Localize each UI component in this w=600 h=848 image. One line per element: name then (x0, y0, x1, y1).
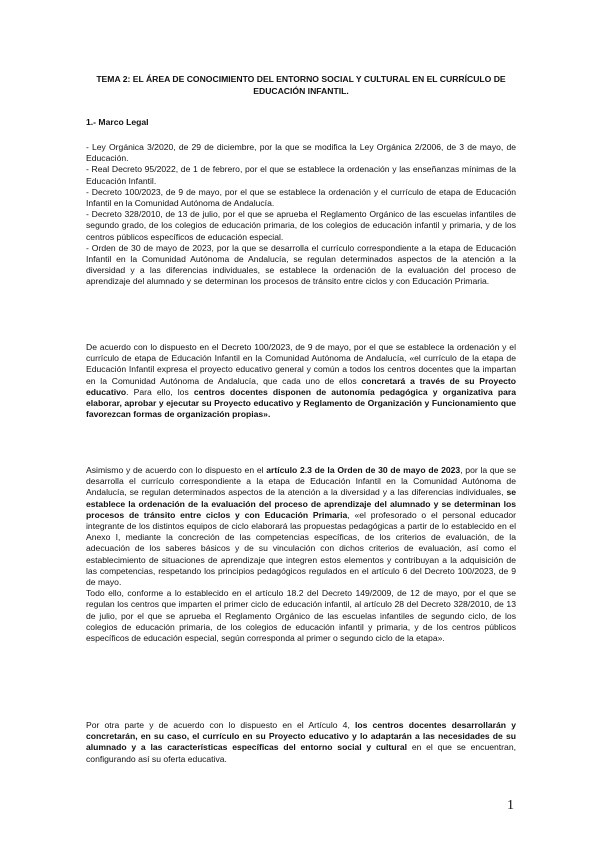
law-item: - Real Decreto 95/2022, de 1 de febrero, por el que se establece la ordenación y las enseñanzas mínimas de la Educación Infantil. (86, 164, 516, 186)
paragraph-articulo-4 (86, 720, 516, 765)
bold-run: concretará a través de su Proyecto educativo (86, 375, 516, 397)
paragraph-conforme: Todo ello, conforme a lo establecido en el artículo 18.2 del Decreto 149/2009, de 12 de mayo, por el que se regulan los centros que imparten el primer ciclo de educación infantil, al artículo 28 del Decreto 328/2010, de 13 de julio, por el que se aprueba el Reglamento Orgánico de las escuelas infantiles de segundo ciclo, de los colegios de educación primaria, de los colegios de educación infantil y primaria, y de los centros públicos específicos de educación especial, según corresponda al primer o segundo ciclo de la etapa». (86, 588, 516, 644)
text-run: en el que se encuentran, configurando así su oferta educativa. (86, 742, 516, 764)
text-run: , por la que se desarrolla el currículo correspondiente a la etapa de Educación Infantil en la Comunidad Autónoma de Andalucía, se regulan determinados aspectos de la atención a la diversidad y a las diferencias individuales, (86, 465, 516, 498)
bold-run: se establece la ordenación de la evaluación del proceso de aprendizaje del alumnado y se determinan los procesos de tránsito entre ciclos y con Educación Primaria (86, 487, 516, 520)
text-run: . Para ello, los (126, 386, 194, 397)
section-heading: 1.- Marco Legal (86, 117, 149, 127)
text-run: Asimismo y de acuerdo con lo dispuesto en el (86, 465, 267, 475)
paragraph-decreto (86, 342, 516, 420)
text-run: De acuerdo con lo dispuesto en el Decreto 100/2023, de 9 de mayo, por el que se establece la ordenación y el currículo de etapa de Educación Infantil en la Comunidad Autónoma de Andalucía, «el currículo de la etapa de Educación Infantil expresa el proyecto educativo general y común a todos los centros docentes que la impartan en la Comunidad Autónoma de Andalucía, que cada uno de ellos (86, 342, 516, 386)
law-item: - Decreto 100/2023, de 9 de mayo, por el que se establece la ordenación y el currículo de etapa de Educación Infantil en la Comunidad Autónoma de Andalucía. (86, 186, 516, 209)
law-item: - Decreto 328/2010, de 13 de julio, por el que se aprueba el Reglamento Orgánico de las escuelas infantiles de segundo grado, de los colegios de educación primaria, de los colegios de educación infantil y primaria, y de los centros públicos específicos de educación especial. (86, 209, 516, 242)
bold-run: los centros docentes desarrollarán y concretarán, en su caso, el currículo en su Proyecto educativo y lo adaptarán a las necesidades de su alumnado y a las características específicas del entorno social y cultural (86, 720, 516, 753)
text-run: Por otra parte y de acuerdo con lo dispuesto en el Artículo 4, (86, 720, 355, 730)
bold-run: centros docentes disponen de autonomía pedagógica y organizativa para elaborar, aprobar y ejecutar su Proyecto educativo y Reglamento de Organización y Funcionamiento que favorezcan formas de organización propias». (86, 386, 517, 420)
page-number: 1 (507, 798, 514, 813)
legal-framework-list (86, 142, 516, 288)
text-run: , «el profesorado o el personal educador integrante de los distintos equipos de ciclo elaborará las propuestas pedagógicas a partir de lo establecido en el Anexo I, mediante la concreción de las competencias específicas, de los criterios de evaluación, de la adecuación de los saberes básicos y de su vinculación con dichos criterios de evaluación, así como el establecimiento de situaciones de aprendizaje que integren estos elementos y contribuyan a la adquisición de las competencias, respetando los principios pedagógicos regulados en el artículo 6 del Decreto 100/2023, de 9 de mayo. (86, 509, 516, 588)
law-item: - Ley Orgánica 3/2020, de 29 de diciembre, por la que se modifica la Ley Orgánica 2/2006, de 3 de mayo, de Educación. (86, 142, 516, 164)
paragraph-orden (86, 465, 516, 644)
bold-run: artículo 2.3 de la Orden de 30 de mayo de 2023 (266, 465, 461, 475)
law-item: - Orden de 30 de mayo de 2023, por la que se desarrolla el currículo correspondiente a la etapa de Educación Infantil en la Comunidad Autónoma de Andalucía, se regulan determinados aspectos de la atención a la diversidad y a las diferencias individuales, se establece la ordenación de la evaluación del proceso de aprendizaje del alumnado y se determinan los procesos de tránsito entre ciclos y con Educación Primaria. (86, 242, 516, 287)
page-title: TEMA 2: EL ÁREA DE CONOCIMIENTO DEL ENTORNO SOCIAL Y CULTURAL EN EL CURRÍCULO DE EDUCACIÓN INFANTIL. (96, 74, 506, 96)
